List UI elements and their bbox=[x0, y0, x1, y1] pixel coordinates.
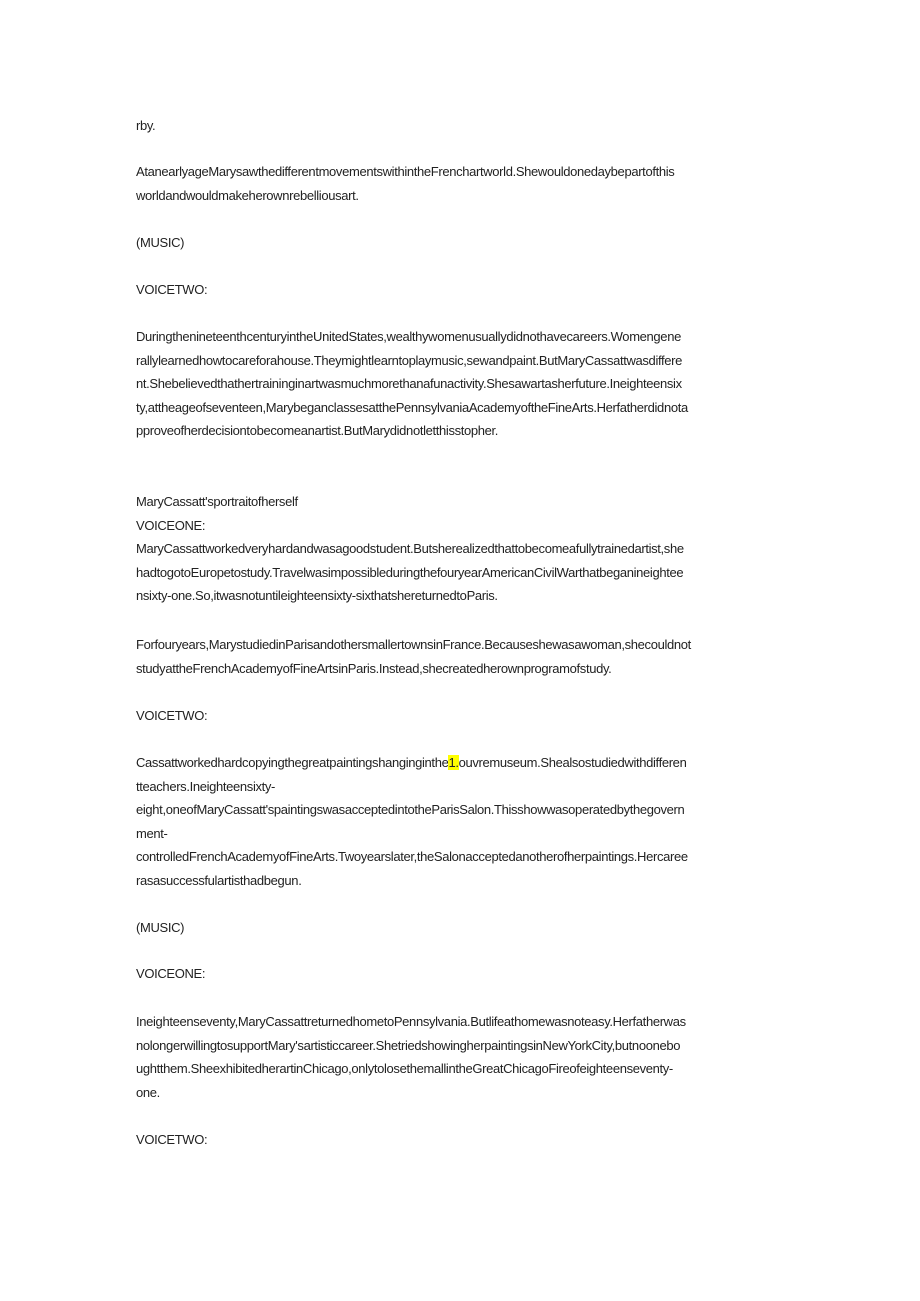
text-segment: Cassattworkedhardcopyingthegreatpaintingshanginginthe bbox=[136, 755, 449, 770]
text-line: VOICETWO: bbox=[136, 1132, 208, 1147]
text-line: controlledFrenchAcademyofFineArts.Twoyearslater,theSalonacceptedanotherofherpaintings.Hercaree bbox=[136, 849, 688, 864]
text-line: AtanearlyageMarysawthedifferentmovementswithintheFrenchartworld.Shewouldonedaybepartofthis bbox=[136, 164, 675, 179]
text-line: one. bbox=[136, 1084, 160, 1100]
text-line bbox=[136, 751, 782, 775]
paragraph-four-years bbox=[136, 633, 782, 680]
text-segment: ouvremuseum.Shealsostudiedwithdifferen bbox=[458, 755, 687, 770]
text-line: rby. bbox=[136, 118, 156, 133]
text-line: ty,attheageofseventeen,MarybeganclassesatthePennsylvaniaAcademyoftheFineArts.Herfatherdidnota bbox=[136, 399, 688, 415]
text-line: MaryCassattworkedveryhardandwasagoodstudent.Butsherealizedthattobecomeafullytrainedartist,she bbox=[136, 541, 684, 556]
text-line: nolongerwillingtosupportMary'sartisticcareer.ShetriedshowingherpaintingsinNewYorkCity,butnoonebo bbox=[136, 1037, 681, 1053]
text-line: ment- bbox=[136, 825, 168, 841]
text-line: nt.Shebelievedthathertraininginartwasmuchmorethanafunactivity.Shesawartasherfuture.Ineighteensix bbox=[136, 376, 682, 391]
text-line: (MUSIC) bbox=[136, 920, 185, 935]
paragraph-louvre bbox=[136, 751, 782, 892]
text-line: eight,oneofMaryCassatt'spaintingswasacceptedintotheParisSalon.Thisshowwasoperatedbythegovern bbox=[136, 802, 685, 817]
text-line: tteachers.Ineighteensixty- bbox=[136, 778, 276, 794]
music-cue bbox=[136, 916, 782, 940]
highlighted-text: 1. bbox=[448, 755, 459, 770]
speaker-label bbox=[136, 962, 782, 986]
text-line: DuringthenineteenthcenturyintheUnitedStates,wealthywomenusuallydidnothavecareers.Womengene bbox=[136, 329, 681, 344]
paragraph-fragment bbox=[136, 114, 782, 138]
image-caption: MaryCassatt'sportraitofherself bbox=[136, 494, 298, 509]
paragraph-eighteen-seventy bbox=[136, 1010, 782, 1104]
text-line: hadtogotoEuropetostudy.TravelwasimpossibleduringthefouryearAmericanCivilWarthatbeganineightee bbox=[136, 564, 684, 580]
text-line: rasasuccessfulartisthadbegun. bbox=[136, 872, 302, 888]
text-line: Ineighteenseventy,MaryCassattreturnedhometoPennsylvania.Butlifeathomewasnoteasy.Herfatherwas bbox=[136, 1014, 686, 1029]
text-line: Forfouryears,MarystudiedinParisandothersmallertownsinFrance.Becauseshewasawoman,shecouldnot bbox=[136, 637, 691, 652]
speaker-label bbox=[136, 278, 782, 302]
text-line: VOICEONE: bbox=[136, 966, 206, 981]
paragraph-nineteenth-century bbox=[136, 325, 782, 443]
music-cue bbox=[136, 231, 782, 255]
text-line: studyattheFrenchAcademyofFineArtsinParis.Instead,shecreatedherownprogramofstudy. bbox=[136, 660, 612, 676]
text-line: worldandwouldmakeherownrebelliousart. bbox=[136, 187, 359, 203]
text-line: (MUSIC) bbox=[136, 235, 185, 250]
paragraph-early-age bbox=[136, 160, 782, 207]
speaker-label: VOICEONE: bbox=[136, 517, 206, 533]
speaker-label bbox=[136, 1128, 782, 1152]
text-line: ughtthem.SheexhibitedherartinChicago,onlytolosethemallintheGreatChicagoFireofeighteenseventy- bbox=[136, 1061, 673, 1076]
speaker-label bbox=[136, 704, 782, 728]
text-line: pproveofherdecisiontobecomeanartist.ButMarydidnotletthisstopher. bbox=[136, 423, 499, 438]
text-line: rallylearnedhowtocareforahouse.Theymightlearntoplaymusic,sewandpaint.ButMaryCassattwasdiffere bbox=[136, 352, 683, 368]
text-line: nsixty-one.So,itwasnotuntileighteensixty-sixthatshereturnedtoParis. bbox=[136, 588, 498, 603]
text-line: VOICETWO: bbox=[136, 282, 208, 297]
paragraph-portrait-caption bbox=[136, 490, 782, 608]
text-line: VOICETWO: bbox=[136, 708, 208, 723]
